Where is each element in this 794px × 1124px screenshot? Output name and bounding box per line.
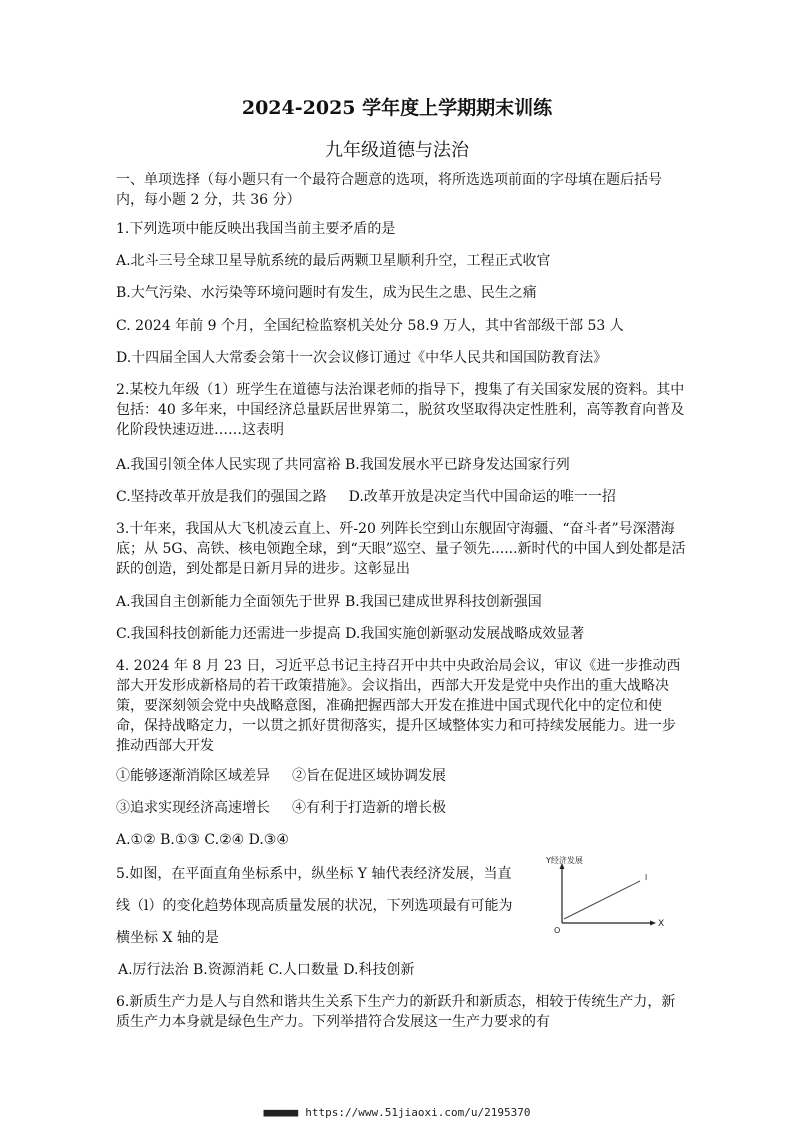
q4-statements-34 [116, 798, 446, 818]
footer-url[interactable]: https://www.51jiaoxi.com/u/2195370 [305, 1106, 531, 1119]
q4-statement-4: ④有利于打造新的增长极 [292, 800, 446, 816]
q2-option-d: D.改革开放是决定当代中国命运的唯一一招 [348, 489, 616, 505]
footer-watermark [0, 1106, 794, 1119]
page-title: 2024-2025 学年度上学期期末训练 [241, 97, 553, 119]
q4-choices: A.①② B.①③ C.②④ D.③④ [116, 832, 289, 848]
q1-option-a: A.北斗三号全球卫星导航系统的最后两颗卫星顺利升空，工程正式收官 [116, 253, 551, 269]
line-l [564, 881, 640, 919]
q3-options-ab: A.我国自主创新能力全面领先于世界 B.我国已建成世界科技创新强国 [116, 594, 542, 610]
section-instructions: 一、单项选择（每小题只有一个最符合题意的选项，将所选选项前面的字母填在题后括号内，每小题 2 分，共 36 分） [116, 172, 662, 208]
page-subtitle: 九年级道德与法治 [325, 140, 469, 161]
q5-choices: A.厉行法治 B.资源消耗 C.人口数量 D.科技创新 [118, 962, 415, 978]
q2-stem: 2.某校九年级（1）班学生在道德与法治课老师的指导下，搜集了有关国家发展的资料。其中包括：40 多年来，中国经济总量跃居世界第二，脱贫攻坚取得决定性胜利，高等教育向普及化阶段快速迈进……这表明 [116, 382, 685, 438]
q5-stem-line3: 横坐标 X 轴的是 [116, 930, 219, 946]
y-axis-label: Y经济发展 [546, 856, 583, 865]
q4-statement-1: ①能够逐渐消除区域差异 [116, 768, 270, 784]
q4-statements-12 [116, 766, 446, 786]
q4-statement-3: ③追求实现经济高速增长 [116, 800, 270, 816]
x-axis-label: X [658, 919, 665, 929]
q3-options-cd: C.我国科技创新能力还需进一步提高 D.我国实施创新驱动发展战略成效显著 [116, 626, 585, 642]
q1-stem: 1.下列选项中能反映出我国当前主要矛盾的是 [116, 221, 396, 237]
q3-stem: 3.十年来，我国从大飞机凌云直上、歼-20 列阵长空到山东舰固守海疆、“奋斗者”号深潜海底；从 5G、高铁、核电领跑全球，到“天眼”巡空、量子领先......新时代的中国人到处都是活跃的创造，到处都是日新月异的进步。这彰显出 [116, 521, 686, 577]
q2-option-c: C.坚持改革开放是我们的强国之路 [116, 489, 327, 505]
q2-options-ab: A.我国引领全体人民实现了共同富裕 B.我国发展水平已跻身发达国家行列 [116, 457, 570, 473]
q5-stem-line1: 5.如图，在平面直角坐标系中，纵坐标 Y 轴代表经济发展，当直 [116, 866, 512, 882]
q2-options-cd [116, 487, 616, 507]
q1-option-d: D.十四届全国人大常委会第十一次会议修订通过《中华人民共和国国防教育法》 [116, 350, 608, 366]
q4-stem: 4. 2024 年 8 月 23 日，习近平总书记主持召开中共中央政治局会议，审议《进一步推动西部大开发形成新格局的若干政策措施》。会议指出，西部大开发是党中央作出的重大战略决策，要深刻领会党中央战略意图，准确把握西部大开发在推进中国式现代化中的定位和使命，保持战略定力，一以贯之抓好贯彻落实，提升区域整体实力和可持续发展能力。进一步推动西部大开发 [116, 658, 681, 754]
q4-statement-2: ②旨在促进区域协调发展 [292, 768, 446, 784]
line-label: l [645, 873, 648, 882]
q1-option-b: B.大气污染、水污染等环境问题时有发生，成为民生之患、民生之痛 [116, 285, 537, 301]
q5-coordinate-figure [540, 855, 670, 935]
origin-label: O [554, 926, 561, 935]
x-axis-arrow [650, 921, 656, 926]
q6-stem: 6.新质生产力是人与自然和谐共生关系下生产力的新跃升和新质态，相较于传统生产力，新质生产力本身就是绿色生产力。下列举措符合发展这一生产力要求的有 [116, 994, 676, 1030]
footer-prefix: ■■■■■■ [263, 1106, 298, 1119]
q1-option-c: C. 2024 年前 9 个月，全国纪检监察机关处分 58.9 万人，其中省部级干部 53 人 [116, 318, 624, 334]
q5-stem-line2: 线（l）的变化趋势体现高质量发展的状况，下列选项最有可能为 [116, 898, 513, 914]
